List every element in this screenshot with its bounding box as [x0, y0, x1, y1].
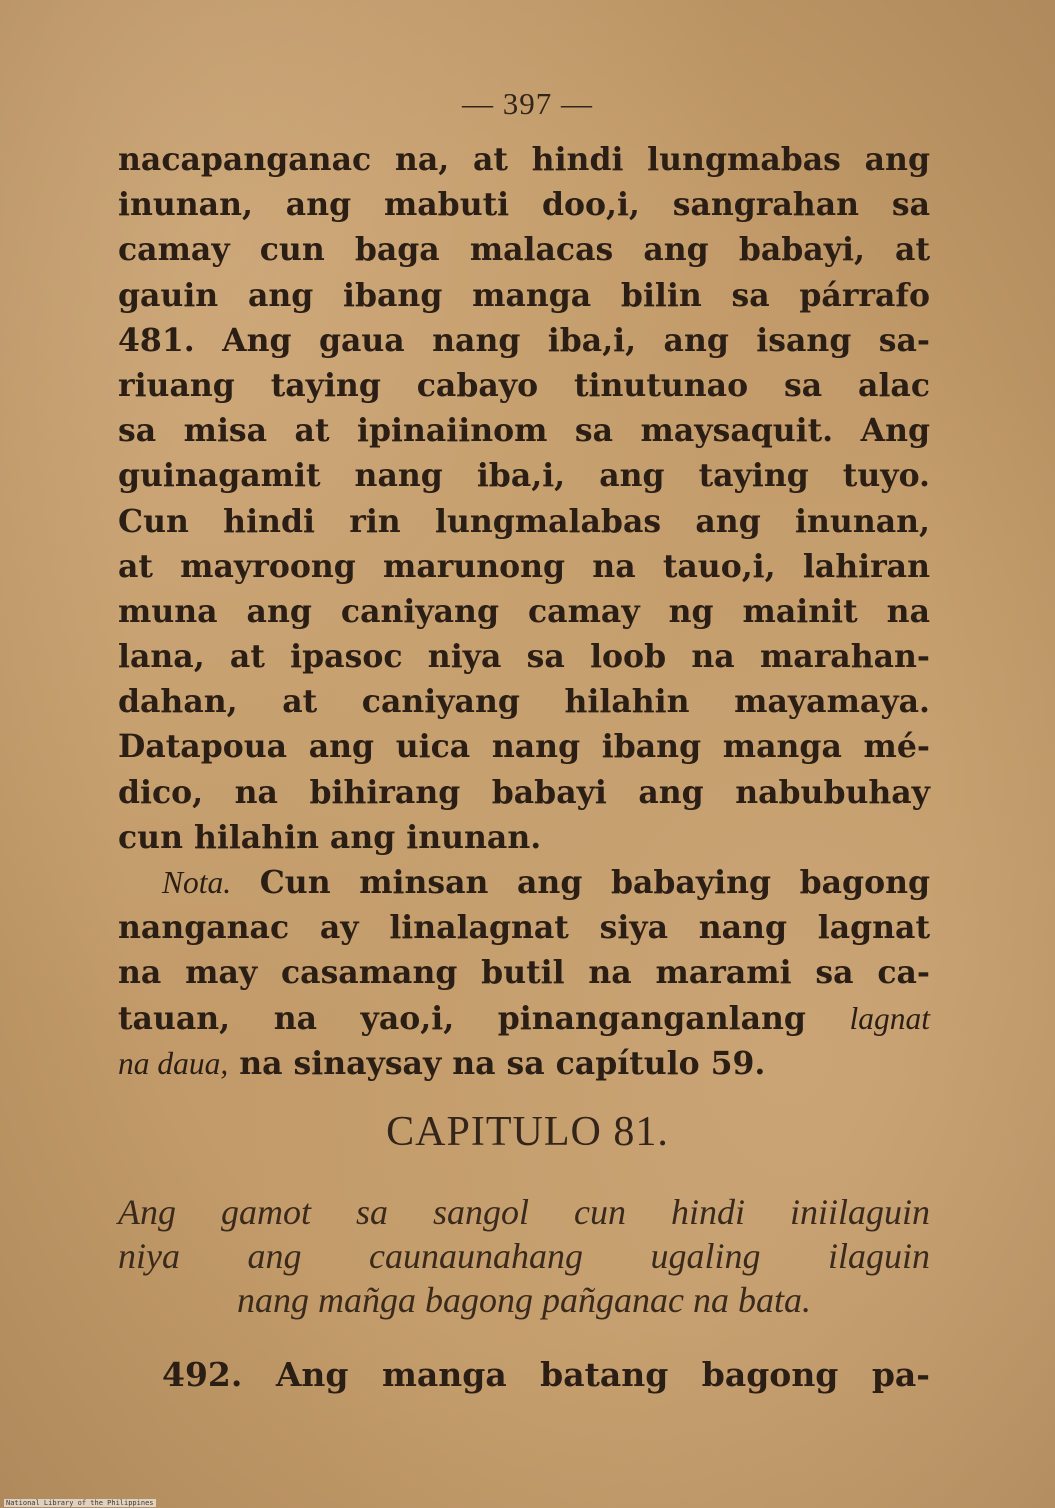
nota-line: nanganac ay linalagnat siya nang lagnat — [118, 909, 930, 947]
text-line: gauin ang ibang manga bilin sa párrafo — [118, 276, 930, 314]
text-line: dico, na bihirang babayi ang nabubuhay — [118, 773, 930, 811]
nota-text: Cun minsan ang babaying bagong — [259, 864, 931, 901]
subtitle-line: niya ang caunaunahang ugaling ilaguin — [118, 1236, 930, 1276]
nota-text: tauan, na yao,i, pinanganganlang — [118, 999, 806, 1037]
text-line: muna ang caniyang camay ng mainit na — [118, 592, 930, 630]
text-line: sa misa at ipinaiinom sa maysaquit. Ang — [118, 412, 930, 450]
text-line: cun hilahin ang inunan. — [118, 818, 542, 856]
nota-line — [118, 996, 930, 1041]
text-line: guinagamit nang iba,i, ang taying tuyo. — [118, 457, 930, 495]
subtitle-line: Ang gamot sa sangol cun hindi iniilaguin — [118, 1192, 930, 1232]
nota-line — [118, 860, 930, 905]
chapter-subtitle — [118, 1190, 930, 1322]
nota-italic-term: na daua, — [118, 1045, 229, 1081]
next-paragraph — [118, 1352, 930, 1397]
text-line: Datapoua ang uica nang ibang manga mé- — [118, 728, 930, 766]
text-line: inunan, ang mabuti doo,i, sangrahan sa — [118, 186, 930, 224]
text-line: Cun hindi rin lungmalabas ang inunan, — [118, 502, 930, 540]
text-line: riuang taying cabayo tinutunao sa alac — [118, 366, 930, 404]
body-paragraph — [118, 137, 930, 1086]
nota-label: Nota. — [162, 865, 232, 900]
text-line: dahan, at caniyang hilahin mayamaya. — [118, 683, 930, 721]
subtitle-line: nang mañga bagong pañganac na bata. — [237, 1280, 811, 1320]
library-credit: National Library of the Philippines — [6, 1499, 154, 1507]
text-line: nacapanganac na, at hindi lungmabas ang — [118, 141, 930, 178]
text-line: lana, at ipasoc niya sa loob na marahan- — [118, 638, 930, 676]
nota-line — [118, 1041, 930, 1086]
page-number: — 397 — — [462, 86, 593, 121]
chapter-heading: CAPITULO 81. — [386, 1109, 669, 1155]
text-line: at mayroong marunong na tauo,i, lahiran — [118, 547, 930, 585]
nota-text: na sinaysay na sa capítulo 59. — [239, 1044, 766, 1082]
text-line: 481. Ang gaua nang iba,i, ang isang sa- — [118, 321, 930, 359]
nota-italic-term: lagnat — [849, 1000, 930, 1036]
text-line: camay cun baga malacas ang babayi, at — [118, 231, 930, 269]
nota-line: na may casamang butil na marami sa ca- — [118, 954, 930, 992]
text-line: 492. Ang manga batang bagong pa- — [162, 1355, 930, 1394]
